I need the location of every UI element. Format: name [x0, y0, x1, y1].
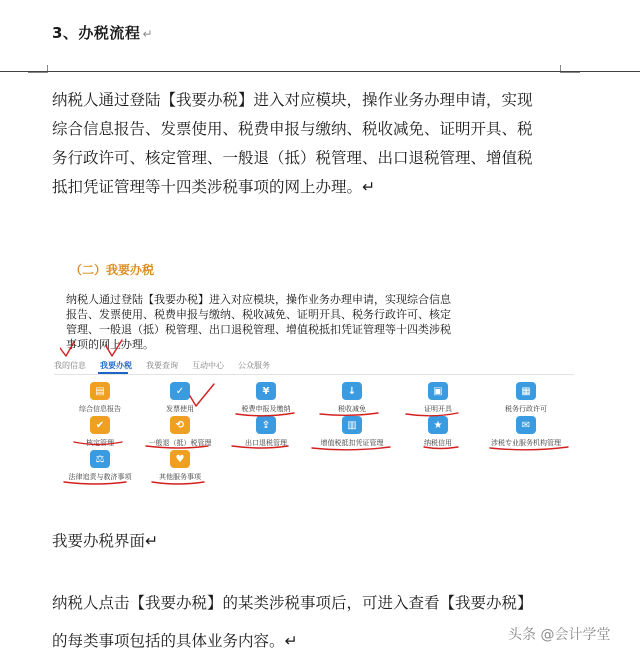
embed-line: 事项的网上办理。 — [66, 338, 154, 351]
law-icon: ⚖ — [90, 450, 110, 468]
tile-label: 一般退（抵）税管理 — [148, 439, 212, 447]
tab-interaction[interactable]: 互动中心 — [192, 361, 224, 370]
tile-label: 其他服务事项 — [159, 473, 201, 481]
report-icon: ▤ — [90, 382, 110, 400]
tab-do-tax[interactable]: 我要办税 — [100, 361, 132, 370]
tile-label: 税收减免 — [338, 405, 366, 413]
credit-icon: ★ — [428, 416, 448, 434]
intro-line: 务行政许可、核定管理、一般退（抵）税管理、出口退税管理、增值税 — [52, 149, 533, 167]
tile-other-services[interactable] — [140, 450, 220, 484]
page-divider — [0, 71, 640, 72]
tile-general-refund[interactable] — [140, 416, 220, 450]
watermark: 头条 @会计学堂 — [508, 627, 611, 643]
embed-paragraph — [66, 292, 476, 352]
intro-line: 综合信息报告、发票使用、税费申报与缴纳、税收减免、证明开具、税 — [52, 120, 533, 138]
closing-line: 纳税人点击【我要办税】的某类涉税事项后，可进入查看【我要办税】 — [52, 594, 533, 612]
closing-line: 的每类事项包括的具体业务内容。↵ — [52, 632, 298, 650]
tile-tax-relief[interactable] — [312, 382, 392, 416]
tile-label: 涉税专业服务机构管理 — [491, 439, 561, 447]
embed-line: 报告、发票使用、税费申报与缴纳、税收减免、证明开具、税务行政许可、核定 — [66, 308, 451, 321]
certificate-icon: ▣ — [428, 382, 448, 400]
invoice-icon: ✓ — [170, 382, 190, 400]
refund-icon: ⟲ — [170, 416, 190, 434]
tile-export-refund[interactable] — [226, 416, 306, 450]
tile-label: 核定管理 — [86, 439, 114, 447]
tile-vat-deduction[interactable] — [312, 416, 392, 450]
paragraph-mark: ↵ — [142, 27, 154, 41]
tab-query[interactable]: 我要查询 — [146, 361, 178, 370]
document-heading — [52, 22, 153, 43]
deduct-icon: ▥ — [342, 416, 362, 434]
tile-verify-management[interactable] — [60, 416, 140, 450]
tab-divider — [54, 374, 574, 375]
tile-tax-credit[interactable] — [398, 416, 478, 450]
tile-general-report[interactable] — [60, 382, 140, 416]
heading-text: 3、办税流程 — [52, 24, 141, 42]
tile-label: 税务行政许可 — [505, 405, 547, 413]
tile-label: 综合信息报告 — [79, 405, 121, 413]
tile-label: 发票使用 — [166, 405, 194, 413]
embed-title: （二）我要办税 — [70, 263, 155, 277]
declare-icon: ¥ — [256, 382, 276, 400]
tile-label: 增值税抵扣凭证管理 — [320, 439, 384, 447]
embed-line: 管理、一般退（抵）税管理、出口退税管理、增值税抵扣凭证管理等十四类涉税 — [66, 323, 451, 336]
interface-caption: 我要办税界面↵ — [52, 532, 158, 550]
tile-label: 出口退税管理 — [245, 439, 287, 447]
embed-line: 纳税人通过登陆【我要办税】进入对应模块，操作业务办理申请，实现综合信息 — [66, 293, 451, 306]
intro-line: 抵扣凭证管理等十四类涉税事项的网上办理。↵ — [52, 178, 375, 196]
intro-line: 纳税人通过登陆【我要办税】进入对应模块，操作业务办理申请，实现 — [52, 91, 533, 109]
closing-paragraph — [52, 584, 592, 660]
agency-icon: ✉ — [516, 416, 536, 434]
tile-agency-management[interactable] — [486, 416, 566, 450]
embedded-screenshot — [54, 256, 580, 500]
tab-public-service[interactable]: 公众服务 — [238, 361, 270, 370]
tile-label: 税费申报及缴纳 — [241, 405, 291, 413]
export-icon: ⇪ — [256, 416, 276, 434]
tile-label: 纳税信用 — [424, 439, 452, 447]
tab-my-info[interactable]: 我的信息 — [54, 361, 86, 370]
tile-certificate[interactable] — [398, 382, 478, 416]
license-icon: ▦ — [516, 382, 536, 400]
tile-label: 证明开具 — [424, 405, 452, 413]
approve-icon: ✔ — [90, 416, 110, 434]
tile-invoice[interactable] — [140, 382, 220, 416]
service-icon: ♥ — [170, 450, 190, 468]
relief-icon: ↓ — [342, 382, 362, 400]
tile-admin-license[interactable] — [486, 382, 566, 416]
tab-bar — [54, 358, 354, 374]
intro-paragraph — [52, 86, 592, 202]
tile-legal-remedy[interactable] — [60, 450, 140, 484]
tile-label: 法律追责与救济事项 — [68, 473, 132, 481]
tile-declare-pay[interactable] — [226, 382, 306, 416]
